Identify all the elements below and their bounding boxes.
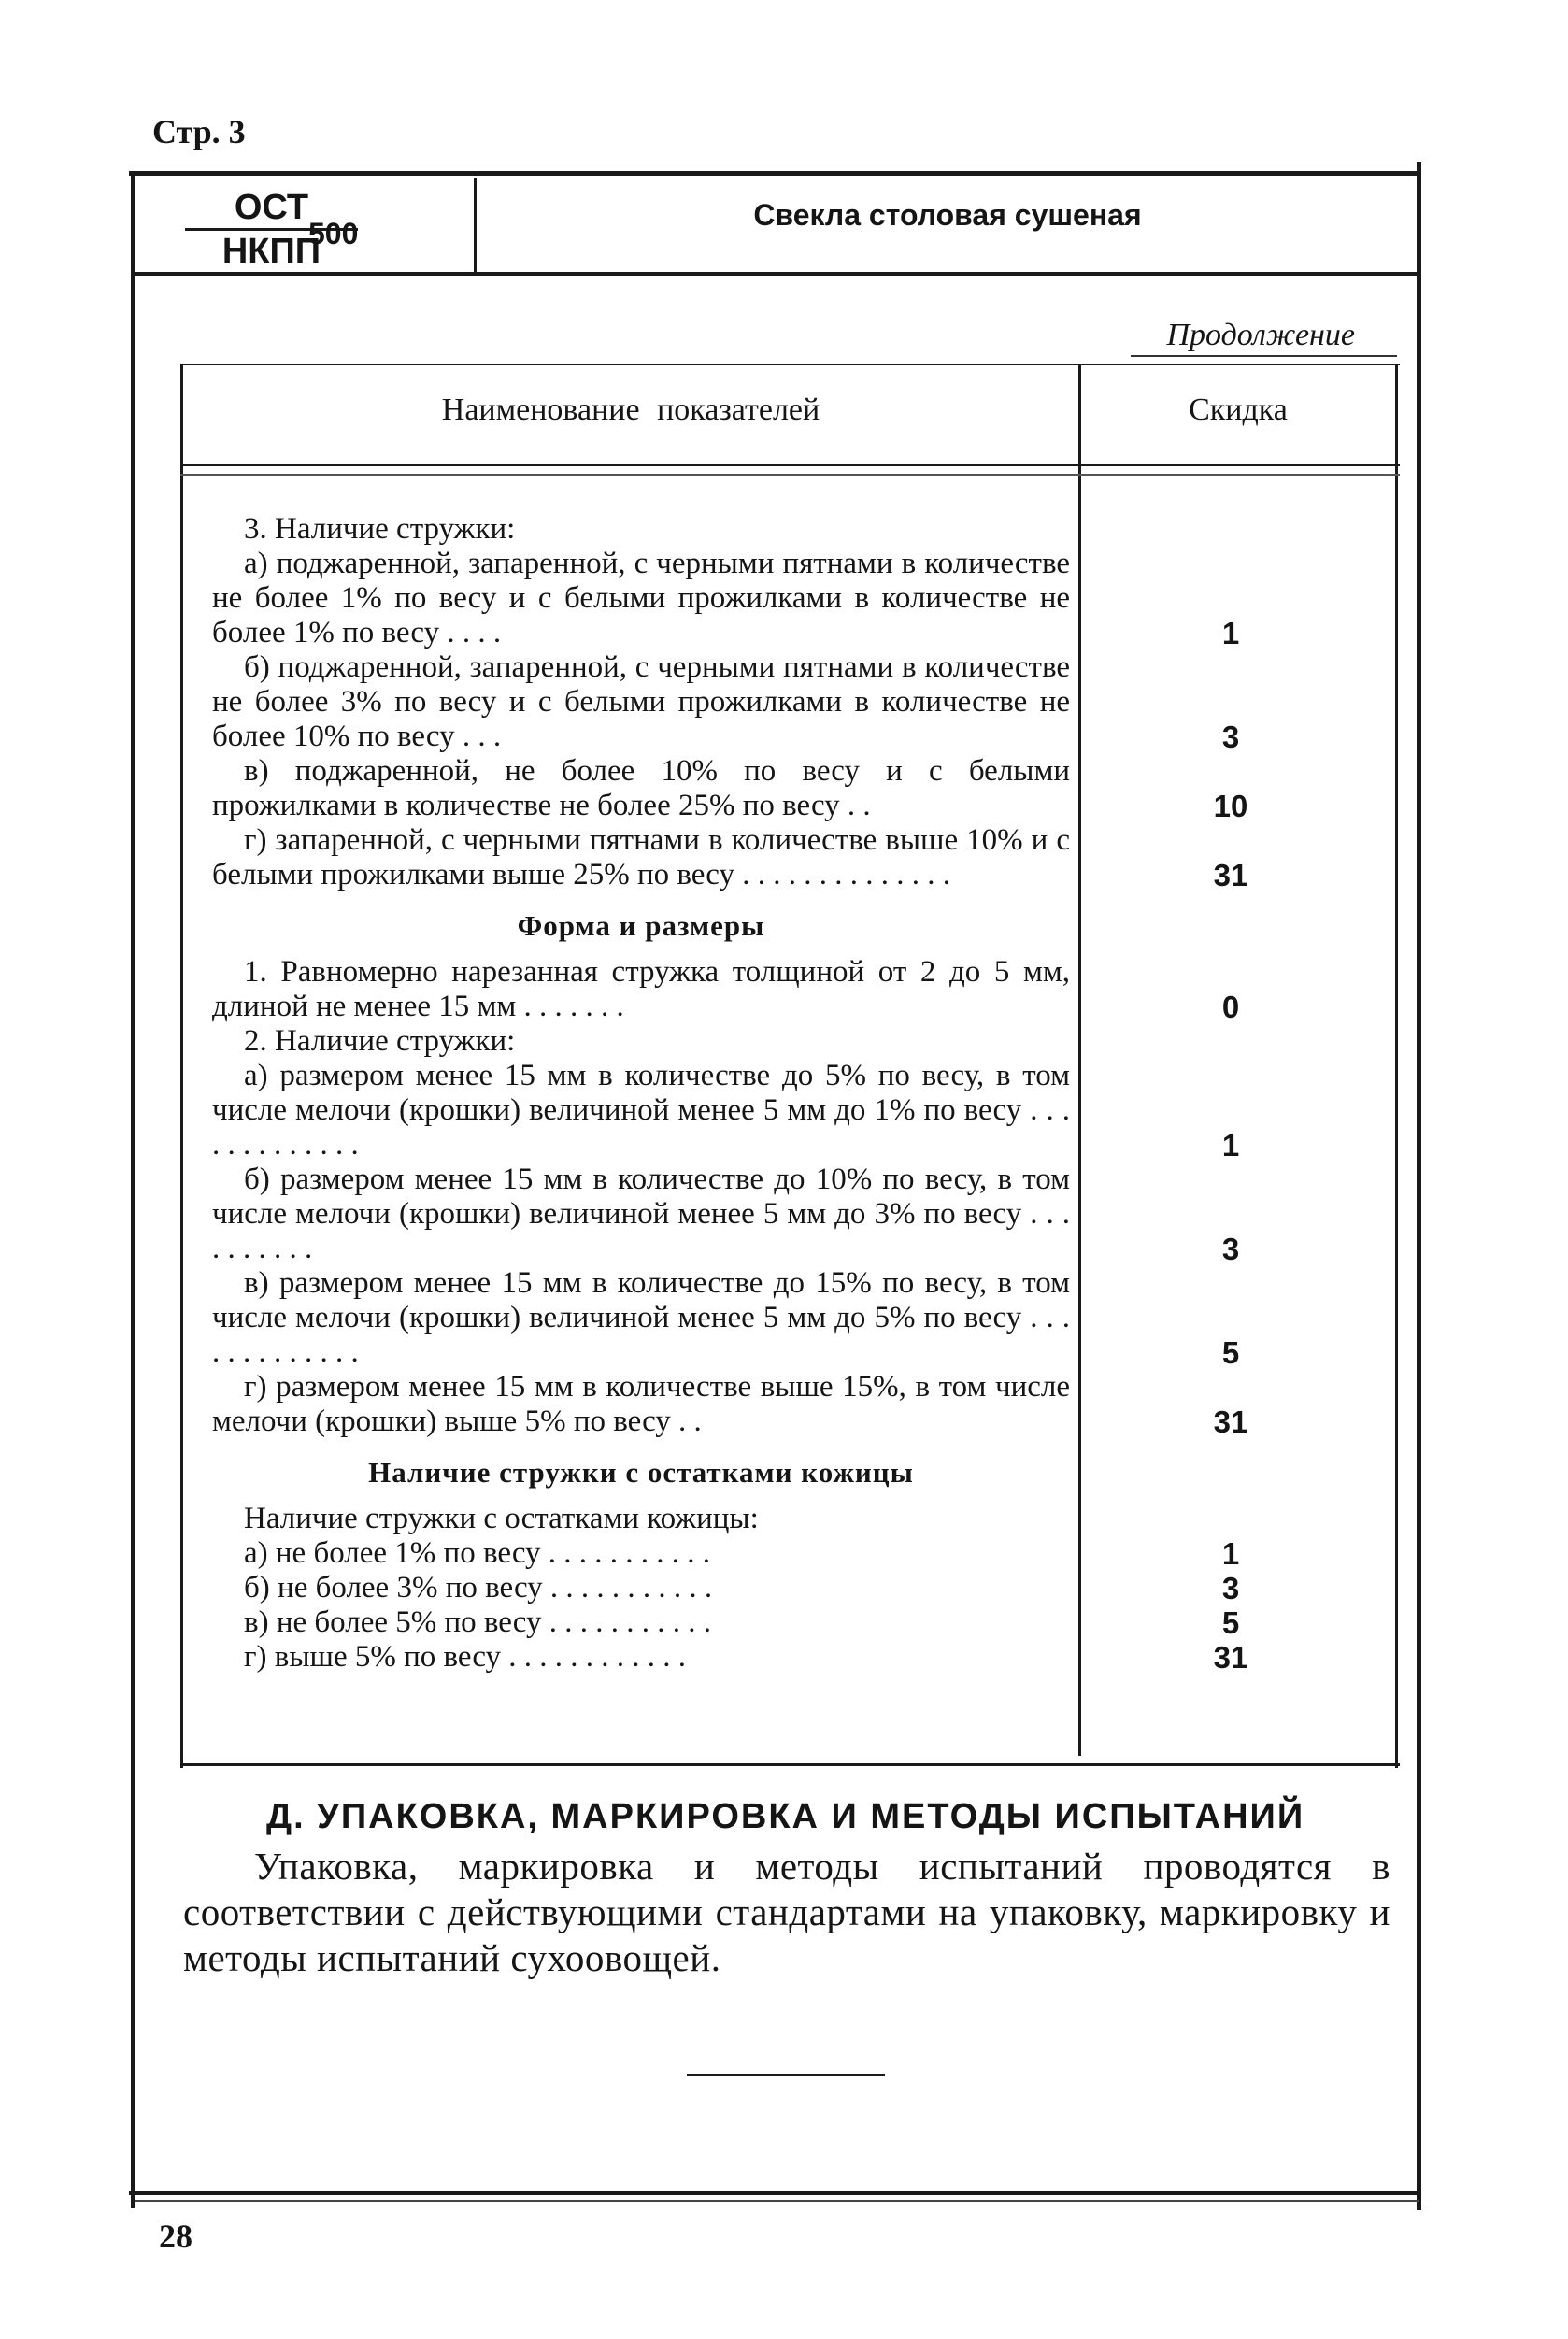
page-number: 28 (159, 2218, 192, 2255)
table-right-border (1395, 364, 1398, 1768)
table-row (212, 1605, 1391, 1640)
document-title: Свекла столовая сушеная (753, 198, 1142, 232)
section-subheading: Наличие стружки с остатками кожицы (368, 1456, 914, 1489)
indicator-text: в) не более 5% по весу . . . . . . . . . . . (244, 1605, 711, 1639)
discount-value: 3 (1221, 1232, 1240, 1266)
table-row (212, 1266, 1391, 1370)
table-section-row (212, 892, 1391, 955)
discount-value: 31 (1213, 1405, 1248, 1439)
frame-right-border (1417, 162, 1421, 2210)
discount-value: 10 (1213, 789, 1248, 823)
indicator-text: б) не более 3% по весу . . . . . . . . . . . (244, 1571, 713, 1604)
table-row (212, 754, 1391, 823)
table-left-border (180, 364, 183, 1768)
table-row (212, 512, 1391, 547)
indicator-text: 2. Наличие стружки: (244, 1024, 516, 1058)
indicator-text: в) размером менее 15 мм в количестве до 15% по весу, в том числе мелочи (крошки) величиной менее 5 мм до 5% по весу . . . . . . . . . . . . . (212, 1266, 1070, 1369)
section-d-heading: Д. УПАКОВКА, МАРКИРОВКА И МЕТОДЫ ИСПЫТАНИЙ (266, 1797, 1305, 1836)
table-body (212, 512, 1391, 1675)
discount-value: 1 (1221, 1128, 1240, 1162)
table-row (212, 823, 1391, 892)
discount-value: 3 (1221, 720, 1240, 754)
table-row (212, 650, 1391, 754)
indicator-text: в) поджаренной, не более 10% по весу и с белыми прожилками в количестве не более 25% по весу . . (212, 754, 1070, 822)
column-header-discount: Скидка (1189, 392, 1288, 427)
header-bottom-rule (131, 272, 1418, 276)
indicator-text: 1. Равномерно нарезанная стружка толщиной от 2 до 5 мм, длиной не менее 15 мм . . . . . . . (212, 955, 1070, 1023)
section-subheading: Форма и размеры (517, 909, 765, 942)
table-row (212, 1640, 1391, 1675)
table-row (212, 1059, 1391, 1162)
discount-value: 31 (1213, 858, 1248, 892)
table-row (212, 1370, 1391, 1439)
discount-value: 1 (1221, 616, 1240, 650)
table-row (212, 1502, 1391, 1536)
frame-top-border (129, 171, 1418, 176)
discount-value: 31 (1213, 1640, 1248, 1675)
continuation-label: Продолжение (1166, 318, 1355, 352)
indicator-text: б) размером менее 15 мм в количестве до 10% по весу, в том числе мелочи (крошки) величиной менее 5 мм до 3% по весу . . . . . . . . . . (212, 1162, 1070, 1265)
frame-bottom-border (129, 2191, 1420, 2195)
indicator-text: Наличие стружки с остатками кожицы: (244, 1502, 759, 1535)
indicator-text: 3. Наличие стружки: (244, 512, 516, 546)
table-row (212, 547, 1391, 650)
page-label: Стр. 3 (152, 113, 246, 150)
table-row (212, 1024, 1391, 1059)
table-section-row (212, 1439, 1391, 1502)
table-row (212, 1571, 1391, 1605)
indicator-text: б) поджаренной, запаренной, с черными пятнами в количестве не более 3% по весу и с белыми прожилками в количестве не более 10% по весу . . . (212, 650, 1070, 753)
table-top-border (180, 364, 1400, 365)
indicator-text: г) выше 5% по весу . . . . . . . . . . . . (244, 1640, 687, 1674)
indicator-text: г) размером менее 15 мм в количестве выше 15%, в том числе мелочи (крошки) выше 5% по весу . . (212, 1370, 1070, 1438)
table-header-rule (180, 464, 1400, 466)
indicator-text: а) поджаренной, запаренной, с черными пятнами в количестве не более 1% по весу и с белыми прожилками в количестве не более 1% по весу . . . . (212, 547, 1070, 649)
indicator-text: а) размером менее 15 мм в количестве до 5% по весу, в том числе мелочи (крошки) величиной менее 5 мм до 1% по весу . . . . . . . . . . . . . (212, 1059, 1070, 1162)
discount-value: 5 (1221, 1605, 1240, 1640)
nkpp-label: НКПП (221, 232, 321, 271)
discount-value: 1 (1221, 1536, 1240, 1571)
discount-value: 3 (1221, 1571, 1240, 1605)
section-d-paragraph: Упаковка, маркировка и методы испытаний проводятся в соответствии с действующими стандартами на упаковку, маркировку и методы испытаний сухоовощей. (183, 1845, 1390, 1979)
table-row (212, 955, 1391, 1024)
discount-value: 0 (1221, 990, 1240, 1024)
frame-left-border (131, 171, 135, 2208)
table-bottom-border (180, 1763, 1400, 1766)
ost-label: ОСТ (234, 188, 309, 227)
indicator-text: а) не более 1% по весу . . . . . . . . . . . (244, 1536, 711, 1570)
column-header-name: Наименование показателей (441, 392, 820, 427)
discount-value: 5 (1221, 1335, 1240, 1370)
table-row (212, 1536, 1391, 1571)
separator-line (687, 2074, 885, 2076)
table-row (212, 1162, 1391, 1266)
standard-number: 500 (308, 217, 359, 250)
continuation-underline (1131, 355, 1397, 357)
indicator-text: г) запаренной, с черными пятнами в количестве выше 10% и с белыми прожилками выше 25% по весу . . . . . . . . . . . . . . (212, 823, 1070, 891)
table-header-rule-thin (180, 474, 1400, 476)
frame-bottom-border-thin (135, 2200, 1419, 2202)
